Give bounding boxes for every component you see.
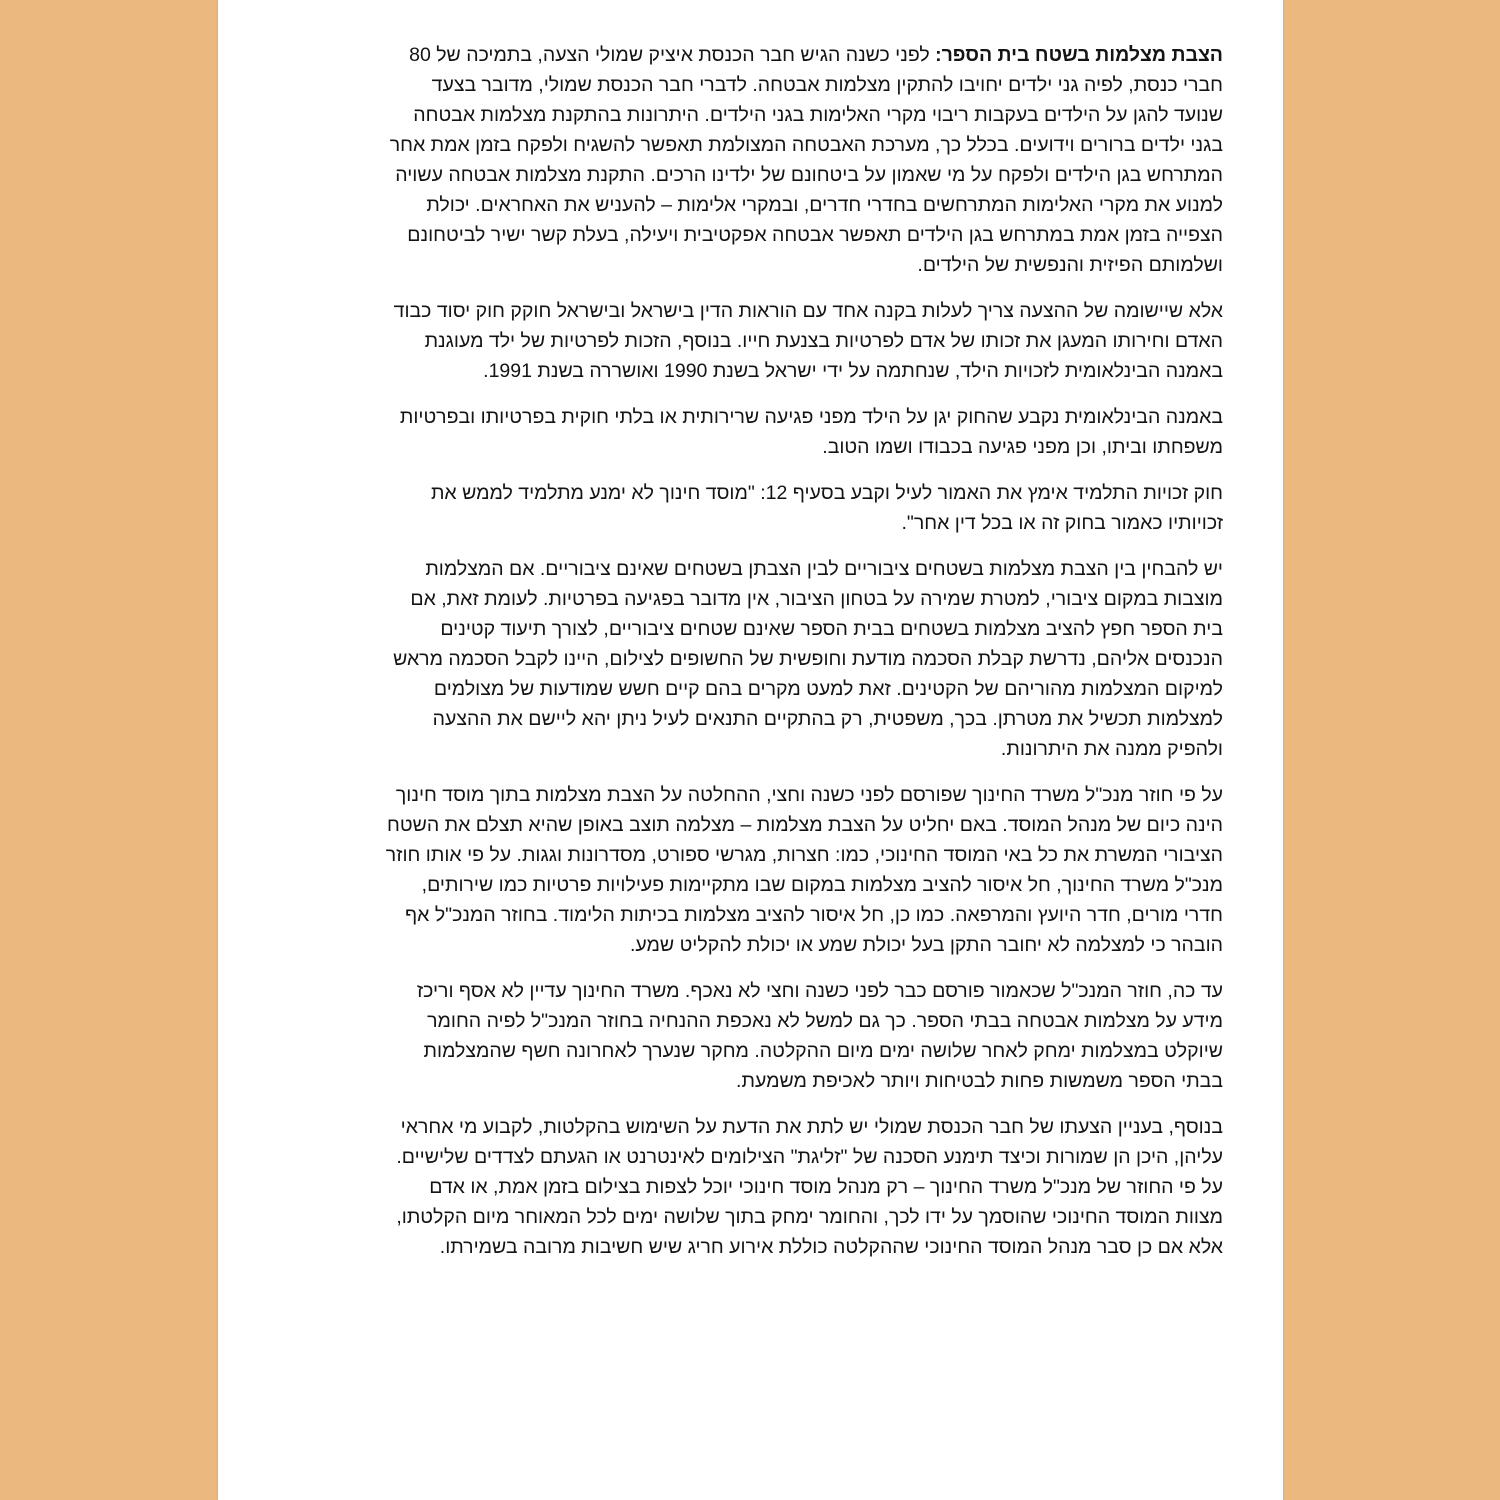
paragraph-international-convention bbox=[378, 402, 1223, 462]
paragraph-text: עד כה, חוזר המנכ"ל שכאמור פורסם כבר לפני כשנה וחצי לא נאכף. משרד החינוך עדיין לא אסף וריכז מידע על מצלמות אבטחה בבתי הספר. כך גם למשל לא נאכפת ההנחיה בחוזר המנכ"ל לפיה החומר שיוקלט במצלמות ימחק לאחר שלושה ימים מיום ההקלטה. מחקר שנערך לאחרונה חשף שהמצלמות בבתי הספר משמשות פחות לבטיחות ויותר לאכיפת משמעת. bbox=[416, 980, 1223, 1092]
paragraph-text: חוק זכויות התלמיד אימץ את האמור לעיל וקבע בסעיף 12: "מוסד חינוך לא ימנע מתלמיד לממש את זכויותיו כאמור בחוק זה או בכל דין אחר". bbox=[430, 482, 1223, 534]
paragraph-public-vs-private-areas bbox=[378, 554, 1223, 764]
paragraph-enforcement bbox=[378, 976, 1223, 1096]
paragraph-text: יש להבחין בין הצבת מצלמות בשטחים ציבוריים לבין הצבתן בשטחים שאינם ציבוריים. אם המצלמות מוצבות במקום ציבורי, למטרת שמירה על בטחון הציבור, אין מדובר בפגיעה בפרטיות. לעומת זאת, אם בית הספר חפץ להציב מצלמות בשטחים בבית הספר שאינם שטחים ציבוריים, לצורך תיעוד קטינים הנכנסים אליהם, נדרשת קבלת הסכמה מודעת וחופשית של החשופים לצילום, היינו לקבל הסכמה מראש למיקום המצלמות מהוריהם של הקטינים. זאת למעט מקרים בהם קיים חשש שמודעות של מצולמים למצלמות תכשיל את מטרתן. בכך, משפטית, רק בהתקיים התנאים לעיל ניתן יהא ליישם את ההצעה ולהפיק ממנה את היתרונות. bbox=[393, 558, 1223, 760]
paragraph-recordings-usage bbox=[378, 1112, 1223, 1262]
paragraph-text: לפני כשנה הגיש חבר הכנסת איציק שמולי הצעה, בתמיכה של 80 חברי כנסת, לפיה גני ילדים יחויבו להתקין מצלמות אבטחה. לדברי חבר הכנסת שמולי, מדובר בצעד שנועד להגן על הילדים בעקבות ריבוי מקרי האלימות בגני הילדים. היתרונות בהתקנת מצלמות אבטחה בגני ילדים ברורים וידועים. בכלל כך, מערכת האבטחה המצולמת תאפשר להשגיח ולפקח בזמן אמת אחר המתרחש בגן הילדים ולפקח על מי שאמון על ביטחונם של ילדינו הרכים. התקנת מצלמות אבטחה עשויה למנוע את מקרי האלימות המתרחשים בחדרי חדרים, ובמקרי אלימות – להעניש את האחראים. יכולת הצפייה בזמן אמת במתרחש בגן הילדים תאפשר אבטחה אפקטיבית ויעילה, בעלת קשר ישיר לביטחונם ושלמותם הפיזית והנפשית של הילדים. bbox=[389, 44, 1223, 276]
paragraph-text: אלא שיישומה של ההצעה צריך לעלות בקנה אחד עם הוראות הדין בישראל ובישראל חוקק חוק יסוד כבוד האדם וחירותו המעגן את זכותו של אדם לפרטיות בצנעת חייו. בנוסף, הזכות לפרטיות של ילד מעוגנת באמנה הבינלאומית לזכויות הילד, שנחתמה על ידי ישראל בשנת 1990 ואושררה בשנת 1991. bbox=[393, 300, 1223, 382]
paragraph-cameras-proposal bbox=[378, 40, 1223, 280]
document-page bbox=[218, 0, 1283, 1500]
document-body bbox=[378, 40, 1223, 1278]
paragraph-ministry-circular bbox=[378, 780, 1223, 960]
paragraph-text: על פי חוזר מנכ"ל משרד החינוך שפורסם לפני כשנה וחצי, ההחלטה על הצבת מצלמות בתוך מוסד חינוך הינה כיום של מנהל המוסד. באם יחליט על הצבת מצלמות – מצלמה תוצב באופן שהיא תצלם את השטח הציבורי המשרת את כל באי המוסד החינוכי, כמו: חצרות, מגרשי ספורט, מסדרונות וגגות. על פי אותו חוזר מנכ"ל משרד החינוך, חל איסור להציב מצלמות במקום שבו מתקיימות פעילויות פרטיות כמו שירותים, חדרי מורים, חדר היועץ והמרפאה. כמו כן, חל איסור להציב מצלמות בכיתות הלימוד. בחוזר המנכ"ל אף הובהר כי למצלמה לא יחובר התקן בעל יכולת שמע או יכולת להקליט שמע. bbox=[385, 784, 1223, 956]
paragraph-student-rights-law bbox=[378, 478, 1223, 538]
paragraph-heading: הצבת מצלמות בשטח בית הספר: bbox=[935, 44, 1223, 66]
paragraph-text: בנוסף, בעניין הצעתו של חבר הכנסת שמולי יש לתת את הדעת על השימוש בהקלטות, לקבוע מי אחראי עליהן, היכן הן שמורות וכיצד תימנע הסכנה של "זליגת" הצילומים לאינטרנט או הגעתם לצדדים שלישיים. על פי החוזר של מנכ"ל משרד החינוך – רק מנהל מוסד חינוכי יוכל לצפות בצילום בזמן אמת, או אדם מצוות המוסד החינוכי שהוסמך על ידו לכך, והחומר ימחק בתוך שלושה ימים לכל המאוחר מיום הקלטתו, אלא אם כן סבר מנהל המוסד החינוכי שההקלטה כוללת אירוע חריג שיש חשיבות מרובה בשמירתו. bbox=[396, 1116, 1223, 1258]
paragraph-text: באמנה הבינלאומית נקבע שהחוק יגן על הילד מפני פגיעה שרירותית או בלתי חוקית בפרטיותו ובפרטיות משפחתו וביתו, וכן מפני פגיעה בכבודו ושמו הטוב. bbox=[399, 406, 1223, 458]
paragraph-privacy-law bbox=[378, 296, 1223, 386]
